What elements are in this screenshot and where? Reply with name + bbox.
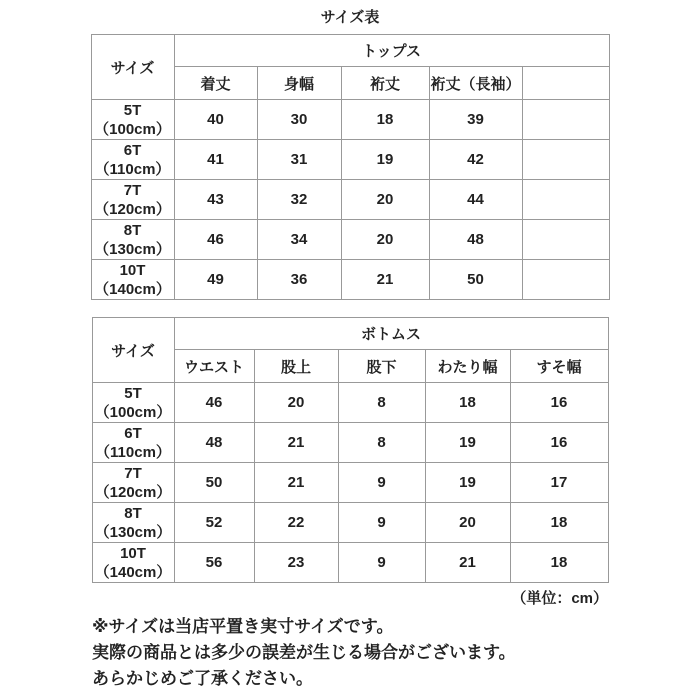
value-cell: 16 — [510, 383, 608, 423]
value-cell: 41 — [174, 140, 257, 180]
value-cell: 46 — [174, 383, 254, 423]
value-cell: 18 — [510, 543, 608, 583]
size-label: 7T — [124, 464, 142, 482]
size-sub-label: （110cm） — [94, 160, 171, 178]
value-cell: 18 — [425, 383, 510, 423]
value-cell: 21 — [341, 260, 429, 300]
value-cell: 8 — [338, 383, 425, 423]
value-cell: 23 — [254, 543, 338, 583]
size-sub-label: （140cm） — [94, 563, 172, 581]
value-cell: 18 — [510, 503, 608, 543]
table-row — [91, 220, 609, 260]
value-cell: 8 — [338, 423, 425, 463]
bottoms-col-header: ウエスト — [174, 350, 254, 383]
value-cell: 20 — [425, 503, 510, 543]
value-cell: 19 — [425, 423, 510, 463]
tops-col-header: 裄丈（長袖） — [429, 67, 522, 100]
value-cell: 9 — [338, 503, 425, 543]
size-sub-label: （130cm） — [94, 240, 171, 258]
value-cell-empty — [522, 140, 609, 180]
size-label: 6T — [123, 141, 142, 159]
size-cell — [91, 100, 174, 140]
size-sub-label: （100cm） — [94, 403, 172, 421]
value-cell: 19 — [341, 140, 429, 180]
bottoms-col-header: 股上 — [254, 350, 338, 383]
value-cell-empty — [522, 260, 609, 300]
value-cell: 32 — [257, 180, 341, 220]
footnote-line: あらかじめご了承ください。 — [92, 669, 313, 688]
table-row — [91, 180, 609, 220]
bottoms-col-header: 股下 — [338, 350, 425, 383]
value-cell: 19 — [425, 463, 510, 503]
bottoms-group-header: ボトムス — [174, 318, 608, 350]
value-cell-empty — [522, 180, 609, 220]
table-row — [92, 423, 608, 463]
bottoms-header-row — [92, 318, 608, 350]
table-row — [92, 463, 608, 503]
value-cell: 21 — [254, 423, 338, 463]
tops-col-header: 着丈 — [174, 67, 257, 100]
value-cell: 44 — [429, 180, 522, 220]
size-sub-label: （130cm） — [94, 523, 172, 541]
value-cell: 43 — [174, 180, 257, 220]
size-label: 7T — [123, 181, 142, 199]
table-row — [92, 503, 608, 543]
value-cell-empty — [522, 100, 609, 140]
size-cell — [92, 543, 174, 583]
size-sub-label: （120cm） — [94, 483, 172, 501]
size-label: 8T — [124, 504, 142, 522]
size-label: 10T — [119, 261, 146, 279]
size-cell — [92, 463, 174, 503]
table-row — [91, 140, 609, 180]
value-cell: 21 — [425, 543, 510, 583]
size-sub-label: （120cm） — [94, 200, 171, 218]
value-cell: 21 — [254, 463, 338, 503]
value-cell: 9 — [338, 543, 425, 583]
value-cell: 34 — [257, 220, 341, 260]
value-cell: 46 — [174, 220, 257, 260]
table-row — [92, 383, 608, 423]
tops-col-header-empty — [522, 67, 609, 100]
tops-col-header: 裄丈 — [341, 67, 429, 100]
footnote-line: ※サイズは当店平置き実寸サイズです。 — [92, 617, 394, 636]
page-title: サイズ表 — [320, 9, 380, 26]
table-row — [91, 100, 609, 140]
unit-note: （単位：cm） — [511, 590, 608, 607]
value-cell: 18 — [341, 100, 429, 140]
value-cell: 30 — [257, 100, 341, 140]
tops-col-header: 身幅 — [257, 67, 341, 100]
size-sub-label: （140cm） — [94, 280, 171, 298]
tops-size-column-header: サイズ — [91, 35, 174, 100]
size-cell — [91, 140, 174, 180]
size-sub-label: （110cm） — [95, 443, 171, 461]
size-sub-label: （100cm） — [94, 120, 171, 138]
size-cell — [91, 260, 174, 300]
value-cell: 16 — [510, 423, 608, 463]
bottoms-col-header: わたり幅 — [425, 350, 510, 383]
tops-size-table — [91, 34, 610, 300]
value-cell: 39 — [429, 100, 522, 140]
table-row — [92, 543, 608, 583]
size-cell — [92, 383, 174, 423]
size-label: 10T — [120, 544, 146, 562]
tops-group-header: トップス — [174, 35, 609, 67]
value-cell: 20 — [341, 180, 429, 220]
table-row — [91, 260, 609, 300]
size-label: 5T — [124, 384, 142, 402]
size-cell — [92, 423, 174, 463]
value-cell: 22 — [254, 503, 338, 543]
value-cell: 17 — [510, 463, 608, 503]
value-cell: 20 — [341, 220, 429, 260]
footnotes — [92, 614, 608, 692]
size-cell — [91, 180, 174, 220]
value-cell: 50 — [174, 463, 254, 503]
size-label: 6T — [124, 424, 142, 442]
size-label: 8T — [123, 221, 142, 239]
value-cell: 31 — [257, 140, 341, 180]
value-cell: 50 — [429, 260, 522, 300]
size-cell — [92, 503, 174, 543]
tops-header-row — [91, 35, 609, 67]
value-cell: 48 — [429, 220, 522, 260]
value-cell: 20 — [254, 383, 338, 423]
value-cell: 36 — [257, 260, 341, 300]
bottoms-size-column-header: サイズ — [92, 318, 174, 383]
value-cell: 42 — [429, 140, 522, 180]
size-cell — [91, 220, 174, 260]
footnote-line: 実際の商品とは多少の誤差が生じる場合がございます。 — [92, 643, 516, 662]
value-cell-empty — [522, 220, 609, 260]
value-cell: 9 — [338, 463, 425, 503]
value-cell: 52 — [174, 503, 254, 543]
size-label: 5T — [123, 101, 142, 119]
value-cell: 48 — [174, 423, 254, 463]
value-cell: 56 — [174, 543, 254, 583]
bottoms-col-header: すそ幅 — [510, 350, 608, 383]
bottoms-size-table — [92, 317, 609, 583]
value-cell: 40 — [174, 100, 257, 140]
value-cell: 49 — [174, 260, 257, 300]
